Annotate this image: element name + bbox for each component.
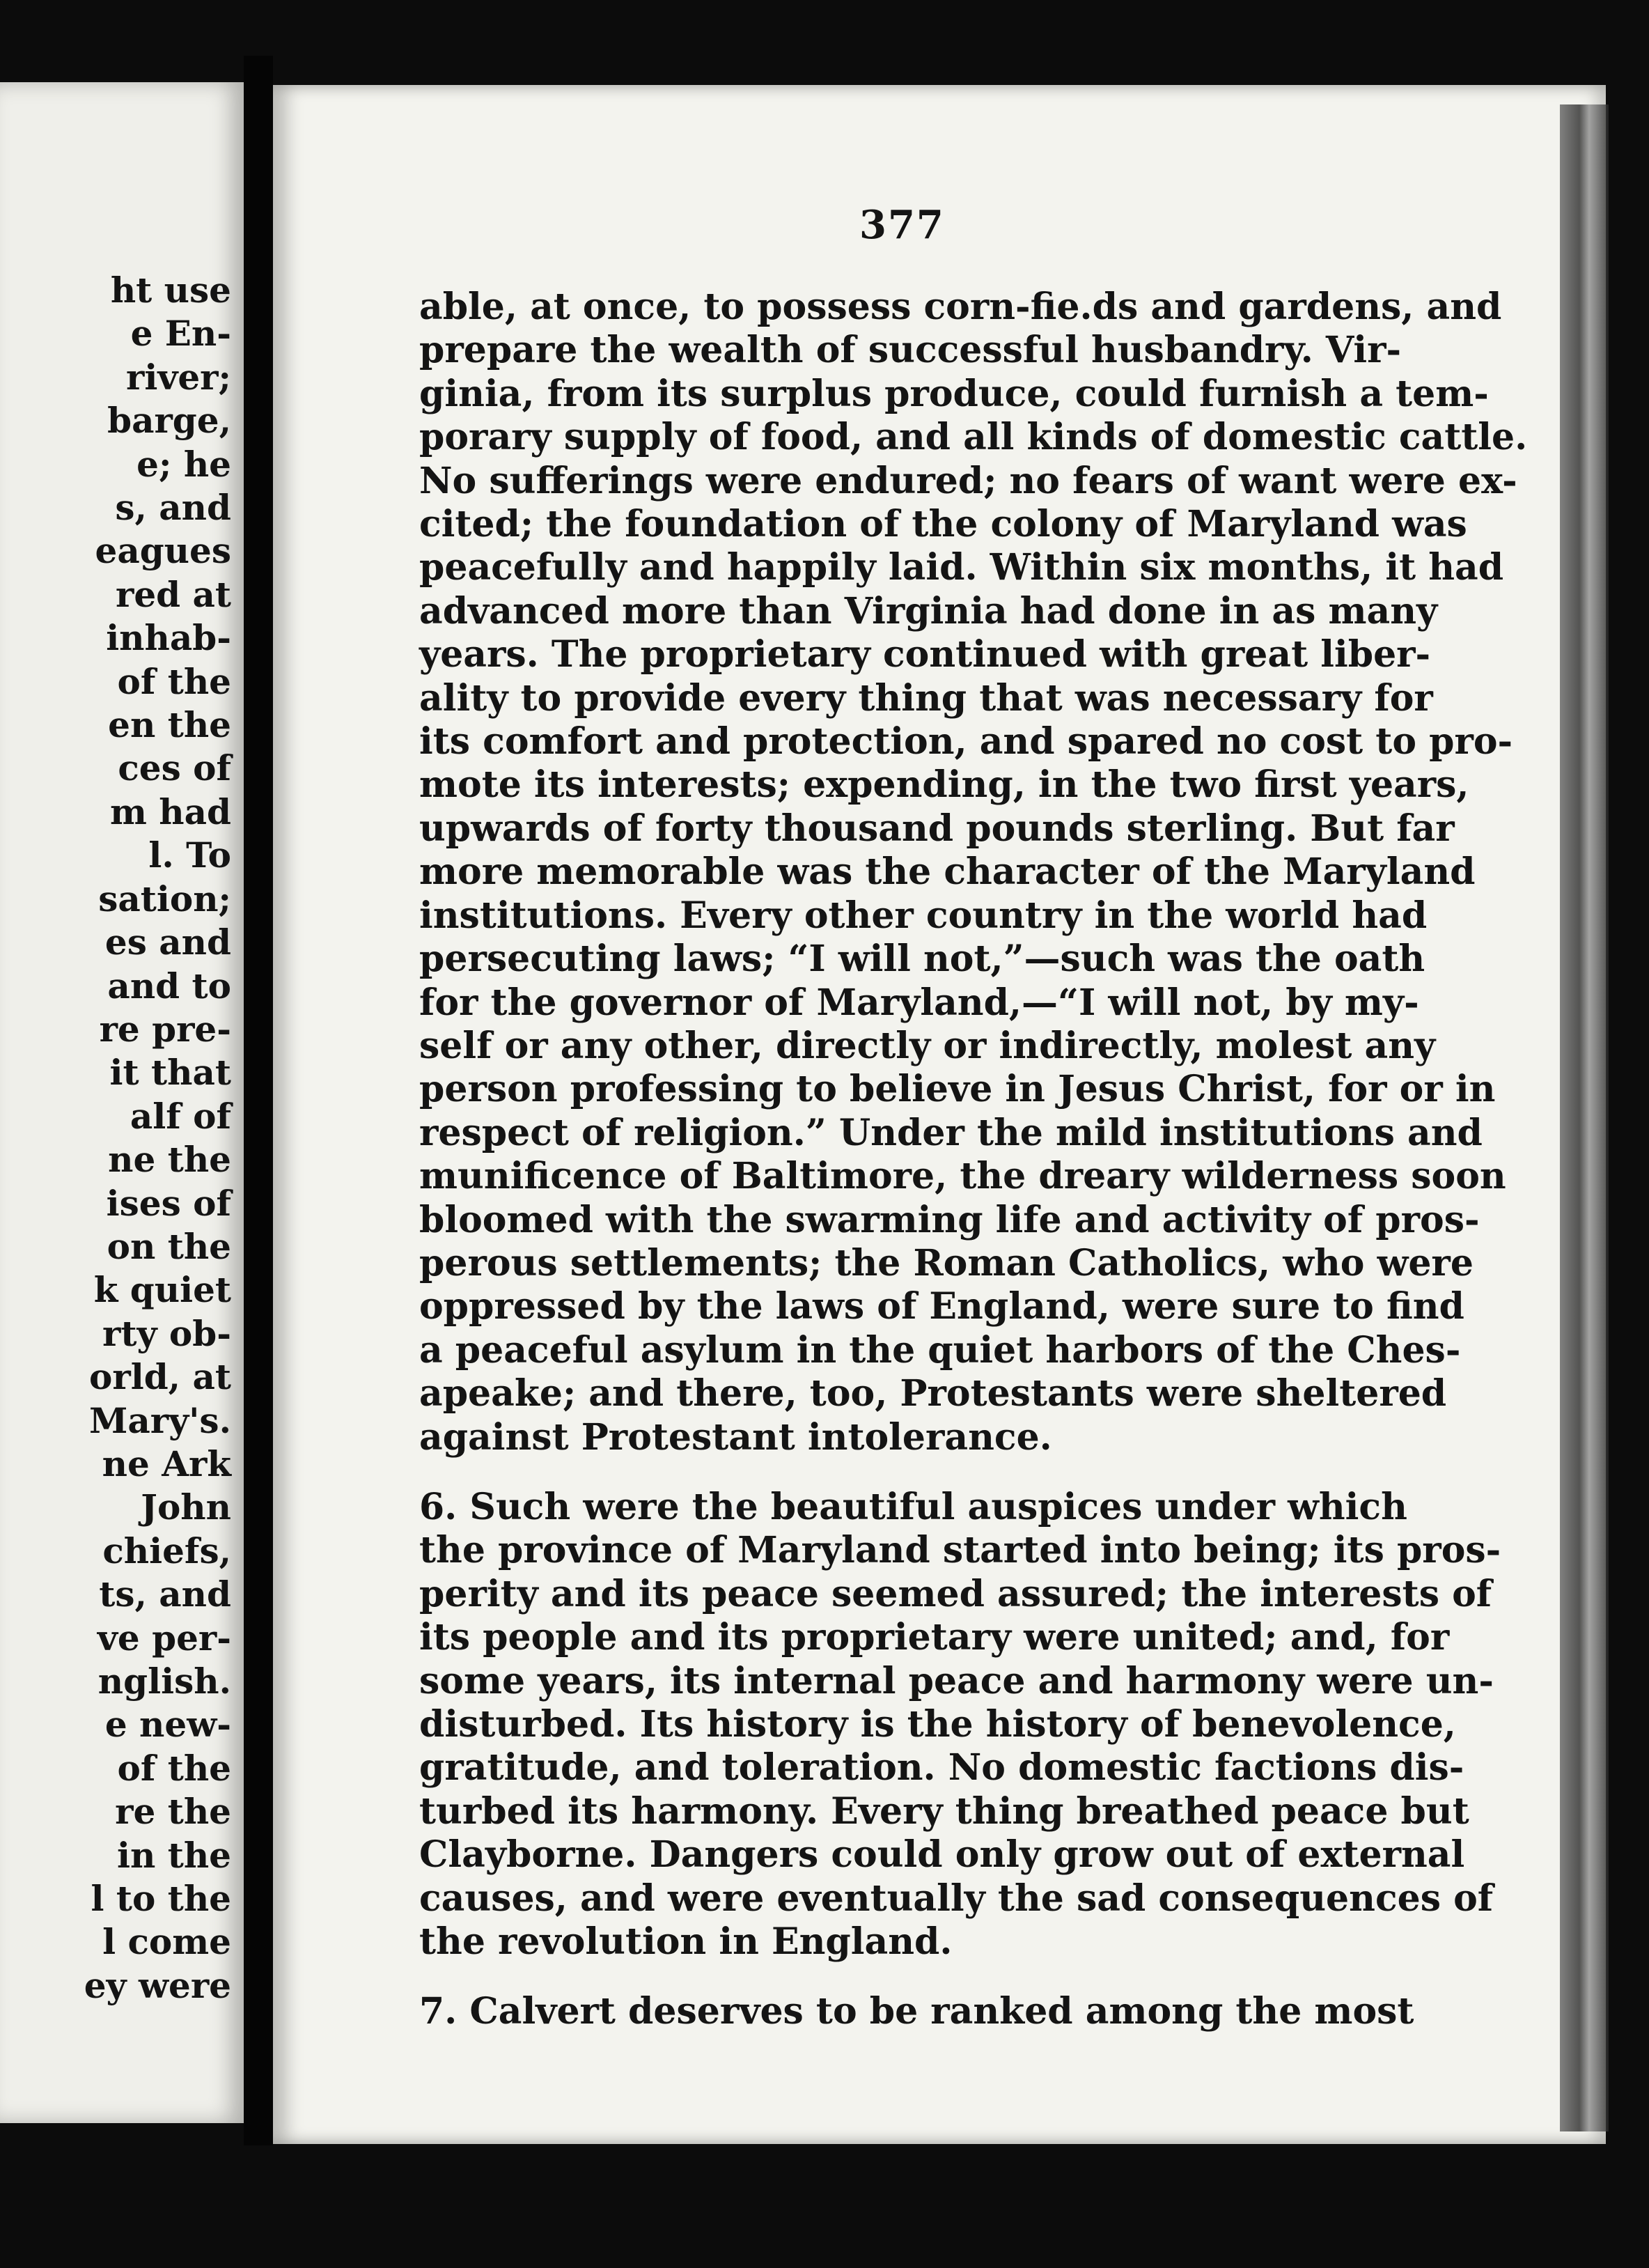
text-line: cited; the foundation of the colony of Maryland was: [419, 503, 1467, 546]
facing-page-line: on the: [107, 1225, 231, 1267]
facing-page-line: inhab-: [106, 617, 231, 659]
facing-page-line: ne the: [108, 1139, 231, 1181]
text-line: gratitude, and toleration. No domestic factions dis-: [419, 1746, 1464, 1789]
text-line: turbed its harmony. Every thing breathed peace but: [419, 1789, 1469, 1833]
facing-page-line: l to the: [91, 1878, 231, 1920]
facing-page-line: and to: [107, 965, 231, 1007]
text-line: the revolution in England.: [419, 1920, 953, 1964]
text-line: peacefully and happily laid. Within six months, it had: [419, 546, 1504, 589]
text-line: perity and its peace seemed assured; the interests of: [419, 1572, 1492, 1615]
facing-page-line: red at: [115, 573, 231, 615]
book-gutter: [244, 56, 273, 2145]
text-line: disturbed. Its history is the history of benevolence,: [419, 1703, 1456, 1746]
text-line: 6. Such were the beautiful auspices under which: [419, 1485, 1407, 1528]
facing-page-line: John: [141, 1486, 231, 1528]
text-line: 7. Calvert deserves to be ranked among the most: [419, 1990, 1414, 2033]
text-line: perous settlements; the Roman Catholics, who were: [419, 1241, 1474, 1284]
text-line: against Protestant intolerance.: [419, 1415, 1052, 1459]
facing-page-line: of the: [117, 1747, 231, 1789]
text-line: the province of Maryland started into being; its pros-: [419, 1529, 1501, 1572]
text-line: person professing to believe in Jesus Christ, for or in: [419, 1068, 1496, 1111]
facing-page-line: ne Ark: [102, 1443, 231, 1484]
facing-page-line: m had: [109, 791, 231, 832]
text-line: self or any other, directly or indirectly, molest any: [419, 1024, 1436, 1067]
text-line: prepare the wealth of successful husbandry. Vir-: [419, 329, 1402, 372]
facing-page-line: ht use: [110, 270, 231, 311]
facing-page-line: ey were: [84, 1964, 231, 2006]
text-line: some years, its internal peace and harmony were un-: [419, 1659, 1494, 1702]
facing-page-line: in the: [116, 1834, 231, 1876]
facing-page-line: it that: [109, 1052, 231, 1094]
facing-page-line: alf of: [130, 1095, 231, 1137]
text-line: mote its interests; expending, in the two first years,: [419, 763, 1469, 807]
text-line: ginia, from its surplus produce, could furnish a tem-: [419, 372, 1489, 415]
facing-page-line: rty ob-: [102, 1312, 231, 1354]
facing-page-line: ts, and: [99, 1574, 231, 1615]
text-line: respect of religion.” Under the mild institutions and: [419, 1111, 1483, 1154]
paragraph-gap: [419, 1459, 1401, 1486]
facing-page-line: ve per-: [97, 1617, 231, 1659]
text-line: its people and its proprietary were united; and, for: [419, 1616, 1450, 1659]
facing-page-line: es and: [104, 922, 231, 963]
facing-page-line: Mary's.: [88, 1399, 231, 1441]
facing-page-text: [84, 269, 231, 2007]
facing-page-line: nglish.: [97, 1661, 231, 1702]
paragraph-gap: [419, 1964, 1401, 1990]
text-line: more memorable was the character of the Maryland: [419, 850, 1476, 894]
text-line: apeake; and there, too, Protestants were sheltered: [419, 1372, 1447, 1415]
facing-page-line: l. To: [148, 834, 231, 876]
text-line: persecuting laws; “I will not,”—such was the oath: [419, 938, 1425, 981]
text-line: for the governor of Maryland,—“I will not, by my-: [419, 981, 1419, 1024]
facing-page-line: e; he: [136, 443, 231, 485]
text-line: its comfort and protection, and spared no cost to pro-: [419, 720, 1513, 763]
facing-page-line: orld, at: [89, 1356, 231, 1398]
facing-page-line: barge,: [107, 400, 231, 442]
text-line: munificence of Baltimore, the dreary wilderness soon: [419, 1155, 1506, 1198]
text-line: advanced more than Virginia had done in as many: [419, 589, 1438, 632]
text-line: institutions. Every other country in the world had: [419, 894, 1428, 937]
text-line: Clayborne. Dangers could only grow out of external: [419, 1833, 1465, 1877]
facing-page-line: e En-: [130, 313, 231, 355]
page-body-text: [419, 286, 1528, 2034]
facing-page-line: ces of: [118, 747, 231, 789]
text-line: a peaceful asylum in the quiet harbors of the Ches-: [419, 1328, 1461, 1372]
facing-page-line: s, and: [115, 487, 231, 529]
facing-page-line: eagues: [95, 530, 231, 572]
paragraph: [419, 1990, 1414, 2033]
paragraph: [419, 1485, 1501, 1964]
text-line: porary supply of food, and all kinds of domestic cattle.: [419, 416, 1528, 459]
text-line: upwards of forty thousand pounds sterling. But far: [419, 807, 1455, 850]
text-line: No sufferings were endured; no fears of want were ex-: [419, 459, 1517, 502]
page-number: 377: [859, 202, 945, 248]
facing-page-line: river;: [125, 356, 231, 398]
facing-page-line: e new-: [104, 1704, 231, 1746]
text-line: able, at once, to possess corn-fie.ds and gardens, and: [419, 286, 1502, 328]
facing-page-line: chiefs,: [102, 1530, 231, 1571]
text-line: causes, and were eventually the sad consequences of: [419, 1877, 1494, 1920]
paragraph: [419, 286, 1528, 1459]
text-line: bloomed with the swarming life and activity of pros-: [419, 1198, 1480, 1241]
facing-page-line: k quiet: [93, 1269, 231, 1311]
text-line: oppressed by the laws of England, were sure to find: [419, 1285, 1464, 1328]
facing-page: [0, 82, 244, 2123]
facing-page-line: of the: [117, 660, 231, 702]
facing-page-line: re pre-: [99, 1008, 231, 1050]
facing-page-line: ises of: [106, 1182, 231, 1224]
page-edge: [1560, 104, 1609, 2131]
facing-page-line: l come: [102, 1921, 231, 1963]
facing-page-line: re the: [115, 1791, 231, 1833]
text-line: ality to provide every thing that was necessary for: [419, 676, 1433, 720]
text-line: years. The proprietary continued with great liber-: [419, 633, 1431, 676]
facing-page-line: en the: [108, 704, 231, 746]
facing-page-line: sation;: [98, 878, 231, 919]
